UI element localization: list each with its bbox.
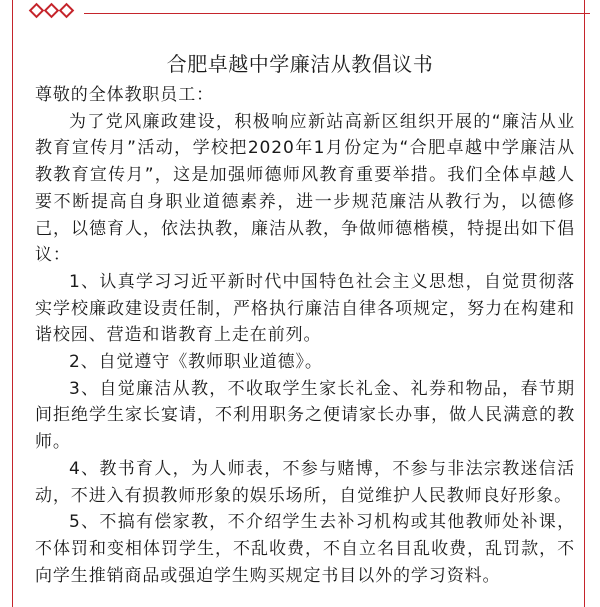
paragraph-item-4: 4、教书育人，为人师表，不参与赌博，不参与非法宗教迷信活动，不进入有损教师形象的娱乐场所，自觉维护人民教师良好形象。 (35, 458, 575, 506)
greeting: 尊敬的全体教职员工： (35, 85, 214, 105)
paragraph-item-2: 2、自觉遵守《教师职业道德》。 (69, 352, 323, 373)
document-title: 合肥卓越中学廉洁从教倡议书 (166, 52, 434, 76)
paragraph-item-3: 3、自觉廉洁从教，不收取学生家长礼金、礼券和物品，春节期间拒绝学生家长宴请，不利用职务之便请家长办事，做人民满意的教师。 (35, 378, 575, 453)
diamond-icon (59, 3, 75, 19)
paragraph-item-1: 1、认真学习习近平新时代中国特色社会主义思想，自觉贯彻落实学校廉政建设责任制，严格执行廉洁自律各项规定，努力在构建和谐校园、营造和谐教育上走在前列。 (35, 271, 575, 346)
top-rule (84, 13, 590, 14)
paragraph-intro: 为了党风廉政建设，积极响应新站高新区组织开展的“廉洁从业教育宣传月”活动，学校把2020年1月份定为“合肥卓越中学廉洁从教教育宣传月”，这是加强师德师风教育重要举措。我们全体卓越人要不断提高自身职业道德素养，进一步规范廉洁从教行为，以德修己，以德育人，依法执教，廉洁从教，争做师德楷模，特提出如下倡议： (35, 111, 575, 266)
document-body (35, 82, 575, 589)
paragraph-item-5: 5、不搞有偿家教，不介绍学生去补习机构或其他教师处补课，不体罚和变相体罚学生，不乱收费，不自立名目乱收费，乱罚款，不向学生推销商品或强迫学生购买规定书目以外的学习资料。 (35, 512, 575, 586)
diamond-ornament (30, 5, 73, 16)
diamond-icon (29, 3, 45, 19)
diamond-icon (44, 3, 60, 19)
